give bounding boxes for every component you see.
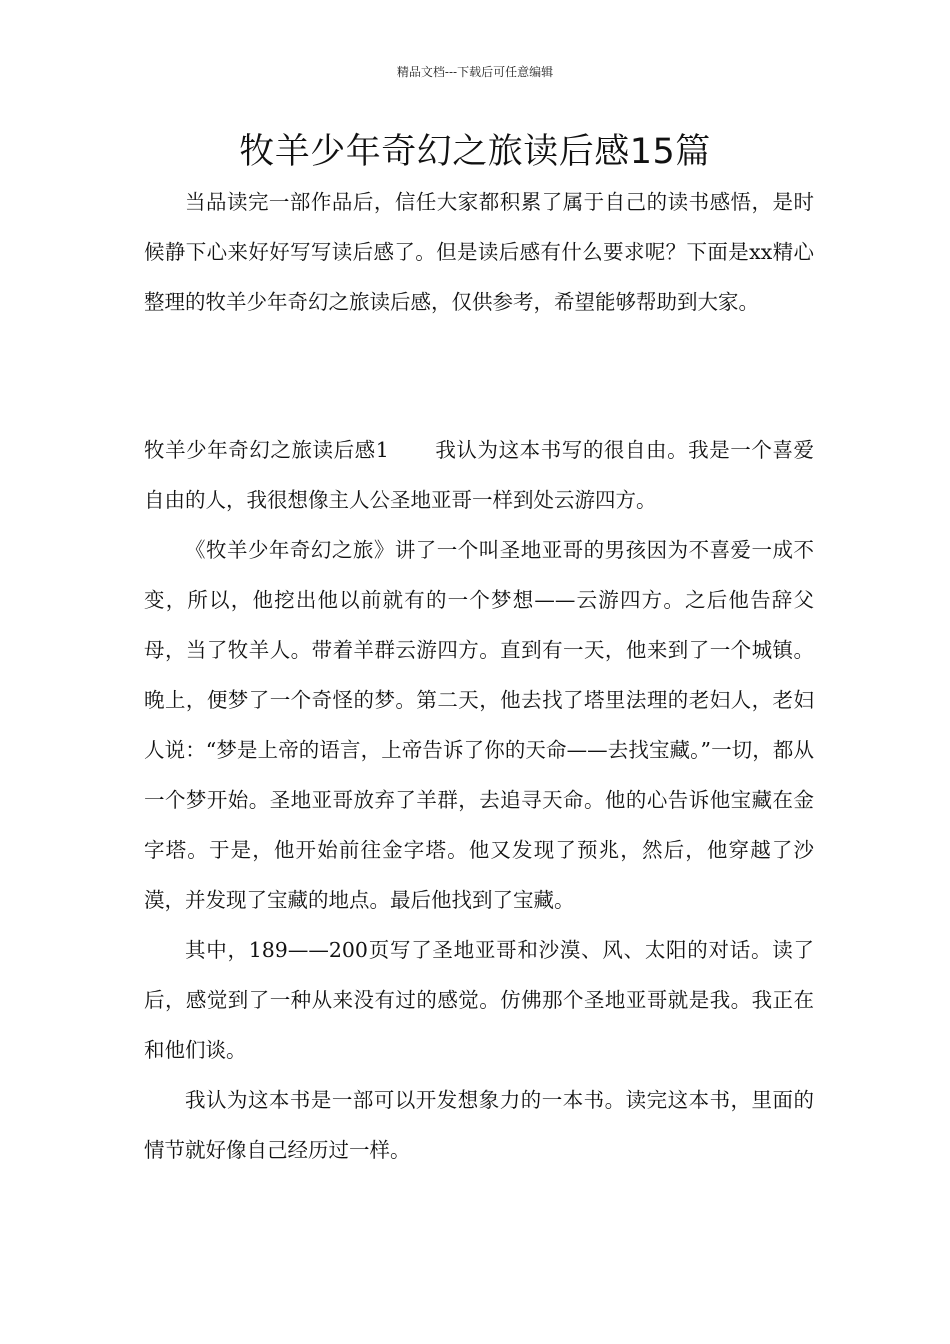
body-paragraph-dialogue: 其中，189——200页写了圣地亚哥和沙漠、风、太阳的对话。读了后，感觉到了一种从来没有过的感觉。仿佛那个圣地亚哥就是我。我正在和他们谈。: [144, 938, 814, 1062]
body-paragraph-conclusion: 我认为这本书是一部可以开发想象力的一本书。读完这本书，里面的情节就好像自己经历过一样。: [144, 1088, 814, 1162]
section-heading: 牧羊少年奇幻之旅读后感1: [144, 438, 389, 462]
intro-section: [144, 177, 814, 327]
document-title: 牧羊少年奇幻之旅读后感15篇: [239, 132, 711, 172]
section-lead-paragraph: [144, 425, 814, 525]
intro-paragraph: 当品读完一部作品后，信任大家都积累了属于自己的读书感悟，是时候静下心来好好写写读后感了。但是读后感有什么要求呢？下面是xx精心整理的牧羊少年奇幻之旅读后感，仅供参考，希望能够帮助到大家。: [144, 190, 814, 314]
body-paragraph-story: 《牧羊少年奇幻之旅》讲了一个叫圣地亚哥的男孩因为不喜爱一成不变，所以，他挖出他以前就有的一个梦想——云游四方。之后他告辞父母，当了牧羊人。带着羊群云游四方。直到有一天，他来到了一个城镇。晚上，便梦了一个奇怪的梦。第二天，他去找了塔里法理的老妇人，老妇人说：“梦是上帝的语言，上帝告诉了你的天命——去找宝藏。”一切，都从一个梦开始。圣地亚哥放弃了羊群，去追寻天命。他的心告诉他宝藏在金字塔。于是，他开始前往金字塔。他又发现了预兆，然后，他穿越了沙漠，并发现了宝藏的地点。最后他找到了宝藏。: [144, 538, 814, 912]
review-section-1: [144, 425, 814, 1175]
header-note: 精品文档---下载后可任意编辑: [396, 65, 554, 79]
section-lead-text: 我认为这本书写的很自由。我是一个喜爱自由的人，我很想像主人公圣地亚哥一样到处云游四方。: [144, 438, 815, 512]
